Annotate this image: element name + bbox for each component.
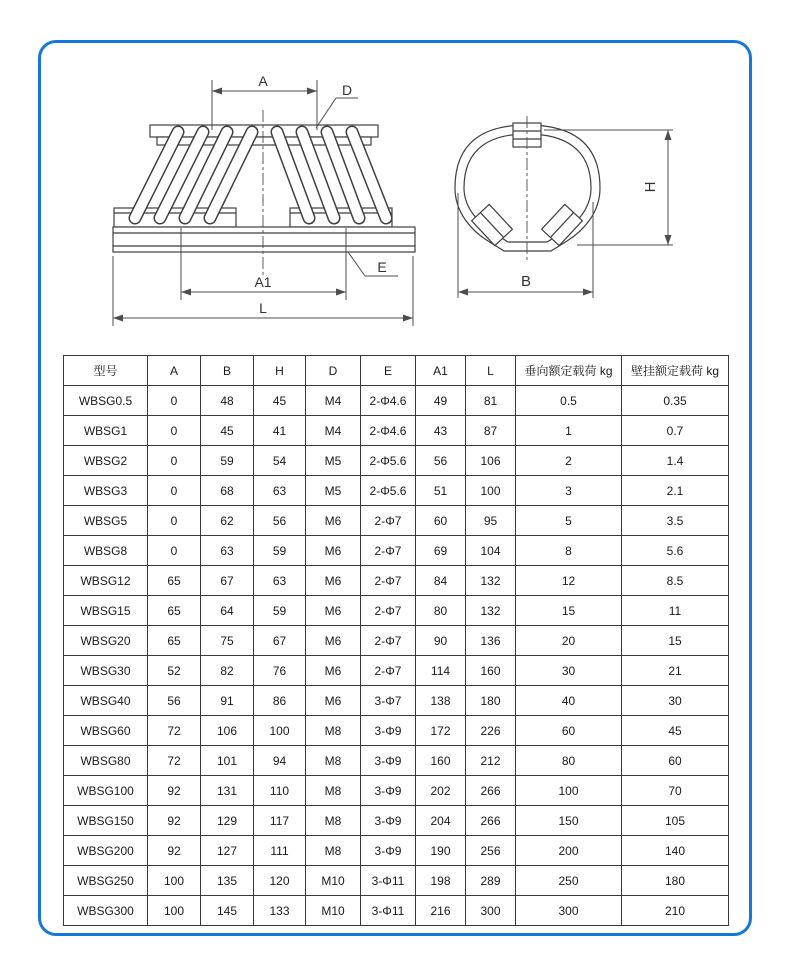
blue-rounded-frame bbox=[38, 40, 752, 936]
table-cell: 180 bbox=[622, 866, 729, 896]
table-cell: 40 bbox=[516, 686, 622, 716]
spec-table-body bbox=[64, 386, 729, 926]
table-row bbox=[64, 386, 729, 416]
table-cell: 59 bbox=[254, 536, 306, 566]
label-A1: A1 bbox=[254, 274, 272, 290]
table-cell: 145 bbox=[201, 896, 254, 926]
table-cell: 204 bbox=[416, 806, 466, 836]
table-header-cell: B bbox=[201, 356, 254, 386]
table-cell: 172 bbox=[416, 716, 466, 746]
table-row bbox=[64, 806, 729, 836]
table-row bbox=[64, 506, 729, 536]
table-row bbox=[64, 776, 729, 806]
table-cell: 3-Φ9 bbox=[361, 716, 416, 746]
table-cell: 0 bbox=[148, 416, 201, 446]
table-cell: 2-Φ7 bbox=[361, 536, 416, 566]
table-cell: M6 bbox=[306, 566, 361, 596]
table-cell: 111 bbox=[254, 836, 306, 866]
table-cell: WBSG20 bbox=[64, 626, 148, 656]
table-cell: 136 bbox=[466, 626, 516, 656]
table-cell: 56 bbox=[254, 506, 306, 536]
table-cell: 80 bbox=[516, 746, 622, 776]
table-cell: 2-Φ7 bbox=[361, 656, 416, 686]
table-cell: 3 bbox=[516, 476, 622, 506]
table-cell: 0 bbox=[148, 476, 201, 506]
table-cell: 100 bbox=[254, 716, 306, 746]
table-header-cell: 型号 bbox=[64, 356, 148, 386]
table-cell: 92 bbox=[148, 806, 201, 836]
table-row bbox=[64, 746, 729, 776]
table-cell: 45 bbox=[201, 416, 254, 446]
table-cell: M8 bbox=[306, 836, 361, 866]
table-cell: 0 bbox=[148, 386, 201, 416]
table-cell: 21 bbox=[622, 656, 729, 686]
table-cell: WBSG200 bbox=[64, 836, 148, 866]
table-cell: 60 bbox=[416, 506, 466, 536]
table-header-cell: A bbox=[148, 356, 201, 386]
table-row bbox=[64, 416, 729, 446]
table-header-cell: 垂向额定载荷 kg bbox=[516, 356, 622, 386]
table-cell: WBSG40 bbox=[64, 686, 148, 716]
table-row bbox=[64, 656, 729, 686]
table-cell: WBSG80 bbox=[64, 746, 148, 776]
table-cell: M6 bbox=[306, 536, 361, 566]
table-cell: 1.4 bbox=[622, 446, 729, 476]
table-cell: 72 bbox=[148, 746, 201, 776]
table-cell: 127 bbox=[201, 836, 254, 866]
label-A: A bbox=[258, 73, 268, 89]
table-cell: 69 bbox=[416, 536, 466, 566]
table-cell: 72 bbox=[148, 716, 201, 746]
table-cell: M6 bbox=[306, 686, 361, 716]
table-cell: 2-Φ7 bbox=[361, 506, 416, 536]
table-cell: 60 bbox=[622, 746, 729, 776]
table-row bbox=[64, 566, 729, 596]
table-cell: 132 bbox=[466, 566, 516, 596]
table-cell: 1 bbox=[516, 416, 622, 446]
table-cell: 0 bbox=[148, 536, 201, 566]
table-header-cell: E bbox=[361, 356, 416, 386]
table-cell: 75 bbox=[201, 626, 254, 656]
table-cell: 0.35 bbox=[622, 386, 729, 416]
table-cell: 135 bbox=[201, 866, 254, 896]
table-cell: 110 bbox=[254, 776, 306, 806]
table-header-cell: 壁挂额定载荷 kg bbox=[622, 356, 729, 386]
table-cell: 5.6 bbox=[622, 536, 729, 566]
table-cell: 86 bbox=[254, 686, 306, 716]
table-cell: 62 bbox=[201, 506, 254, 536]
leader-E bbox=[348, 252, 398, 276]
table-header-cell: L bbox=[466, 356, 516, 386]
table-cell: WBSG0.5 bbox=[64, 386, 148, 416]
table-cell: WBSG300 bbox=[64, 896, 148, 926]
table-cell: 100 bbox=[516, 776, 622, 806]
spec-table bbox=[63, 355, 729, 926]
table-cell: M4 bbox=[306, 386, 361, 416]
table-cell: M10 bbox=[306, 896, 361, 926]
table-cell: WBSG8 bbox=[64, 536, 148, 566]
table-cell: 3-Φ9 bbox=[361, 836, 416, 866]
table-cell: 8 bbox=[516, 536, 622, 566]
table-cell: 48 bbox=[201, 386, 254, 416]
base-plate bbox=[113, 227, 415, 252]
table-cell: 256 bbox=[466, 836, 516, 866]
table-cell: 90 bbox=[416, 626, 466, 656]
table-cell: 300 bbox=[466, 896, 516, 926]
table-cell: 45 bbox=[622, 716, 729, 746]
table-cell: 95 bbox=[466, 506, 516, 536]
label-L: L bbox=[259, 300, 267, 316]
table-cell: 138 bbox=[416, 686, 466, 716]
table-cell: 15 bbox=[622, 626, 729, 656]
table-cell: 2.1 bbox=[622, 476, 729, 506]
table-cell: 56 bbox=[416, 446, 466, 476]
table-cell: 51 bbox=[416, 476, 466, 506]
table-cell: 3-Φ9 bbox=[361, 806, 416, 836]
table-cell: 120 bbox=[254, 866, 306, 896]
table-row bbox=[64, 896, 729, 926]
table-cell: 210 bbox=[622, 896, 729, 926]
table-cell: 140 bbox=[622, 836, 729, 866]
table-cell: 3-Φ7 bbox=[361, 686, 416, 716]
table-header-cell: H bbox=[254, 356, 306, 386]
table-cell: 114 bbox=[416, 656, 466, 686]
table-cell: 289 bbox=[466, 866, 516, 896]
table-cell: 0 bbox=[148, 446, 201, 476]
table-cell: 266 bbox=[466, 806, 516, 836]
table-cell: 200 bbox=[516, 836, 622, 866]
table-cell: WBSG150 bbox=[64, 806, 148, 836]
table-cell: 56 bbox=[148, 686, 201, 716]
table-cell: 92 bbox=[148, 836, 201, 866]
table-cell: 2-Φ7 bbox=[361, 566, 416, 596]
table-cell: 30 bbox=[516, 656, 622, 686]
table-cell: 63 bbox=[254, 476, 306, 506]
table-cell: 0.7 bbox=[622, 416, 729, 446]
table-cell: 70 bbox=[622, 776, 729, 806]
spec-table-wrap bbox=[63, 355, 729, 926]
table-cell: 82 bbox=[201, 656, 254, 686]
table-cell: 68 bbox=[201, 476, 254, 506]
table-cell: 3-Φ11 bbox=[361, 896, 416, 926]
table-cell: 81 bbox=[466, 386, 516, 416]
table-header-cell: A1 bbox=[416, 356, 466, 386]
table-cell: M8 bbox=[306, 716, 361, 746]
table-cell: WBSG60 bbox=[64, 716, 148, 746]
table-cell: 12 bbox=[516, 566, 622, 596]
side-view-drawing bbox=[100, 60, 430, 340]
table-cell: M8 bbox=[306, 806, 361, 836]
table-cell: M6 bbox=[306, 506, 361, 536]
table-cell: 60 bbox=[516, 716, 622, 746]
table-row bbox=[64, 686, 729, 716]
table-cell: 131 bbox=[201, 776, 254, 806]
table-row bbox=[64, 476, 729, 506]
table-cell: 212 bbox=[466, 746, 516, 776]
table-cell: 160 bbox=[416, 746, 466, 776]
table-cell: 300 bbox=[516, 896, 622, 926]
table-cell: 3.5 bbox=[622, 506, 729, 536]
table-cell: 101 bbox=[201, 746, 254, 776]
table-cell: 65 bbox=[148, 626, 201, 656]
table-cell: 91 bbox=[201, 686, 254, 716]
table-cell: WBSG30 bbox=[64, 656, 148, 686]
table-cell: 84 bbox=[416, 566, 466, 596]
bottom-left-clamp bbox=[472, 204, 513, 245]
table-cell: WBSG100 bbox=[64, 776, 148, 806]
table-cell: 54 bbox=[254, 446, 306, 476]
table-cell: WBSG12 bbox=[64, 566, 148, 596]
table-cell: 150 bbox=[516, 806, 622, 836]
table-cell: 67 bbox=[201, 566, 254, 596]
table-row bbox=[64, 626, 729, 656]
table-cell: 2-Φ4.6 bbox=[361, 386, 416, 416]
table-cell: 2-Φ7 bbox=[361, 626, 416, 656]
table-cell: 45 bbox=[254, 386, 306, 416]
table-cell: 133 bbox=[254, 896, 306, 926]
table-cell: 3-Φ9 bbox=[361, 746, 416, 776]
table-cell: M6 bbox=[306, 656, 361, 686]
label-E: E bbox=[377, 259, 387, 275]
table-cell: 226 bbox=[466, 716, 516, 746]
table-cell: 63 bbox=[201, 536, 254, 566]
table-header-row bbox=[64, 356, 729, 386]
table-cell: M6 bbox=[306, 596, 361, 626]
table-cell: 2-Φ7 bbox=[361, 596, 416, 626]
table-cell: 43 bbox=[416, 416, 466, 446]
table-cell: 63 bbox=[254, 566, 306, 596]
table-row bbox=[64, 596, 729, 626]
table-cell: 202 bbox=[416, 776, 466, 806]
table-cell: 64 bbox=[201, 596, 254, 626]
table-cell: 49 bbox=[416, 386, 466, 416]
table-cell: 65 bbox=[148, 596, 201, 626]
table-row bbox=[64, 836, 729, 866]
table-row bbox=[64, 446, 729, 476]
bottom-right-clamp bbox=[542, 204, 583, 245]
dimension-B bbox=[458, 193, 593, 298]
table-cell: 266 bbox=[466, 776, 516, 806]
top-plate bbox=[150, 125, 378, 145]
leader-D bbox=[316, 82, 358, 128]
table-cell: 2 bbox=[516, 446, 622, 476]
table-cell: 3-Φ9 bbox=[361, 776, 416, 806]
label-B: B bbox=[520, 273, 532, 290]
table-cell: 190 bbox=[416, 836, 466, 866]
table-cell: 106 bbox=[201, 716, 254, 746]
table-cell: WBSG5 bbox=[64, 506, 148, 536]
table-cell: 0 bbox=[148, 506, 201, 536]
table-cell: 59 bbox=[201, 446, 254, 476]
table-cell: WBSG3 bbox=[64, 476, 148, 506]
table-cell: 100 bbox=[466, 476, 516, 506]
table-cell: 105 bbox=[622, 806, 729, 836]
table-cell: 160 bbox=[466, 656, 516, 686]
table-row bbox=[64, 716, 729, 746]
table-cell: 52 bbox=[148, 656, 201, 686]
table-cell: 11 bbox=[622, 596, 729, 626]
table-cell: 20 bbox=[516, 626, 622, 656]
table-cell: 106 bbox=[466, 446, 516, 476]
table-cell: 15 bbox=[516, 596, 622, 626]
table-cell: 2-Φ5.6 bbox=[361, 446, 416, 476]
table-cell: WBSG15 bbox=[64, 596, 148, 626]
table-cell: 92 bbox=[148, 776, 201, 806]
table-cell: 76 bbox=[254, 656, 306, 686]
table-cell: 100 bbox=[148, 866, 201, 896]
table-cell: 180 bbox=[466, 686, 516, 716]
table-cell: 198 bbox=[416, 866, 466, 896]
table-cell: M10 bbox=[306, 866, 361, 896]
table-cell: WBSG1 bbox=[64, 416, 148, 446]
table-row bbox=[64, 866, 729, 896]
dimension-A bbox=[212, 73, 317, 130]
label-H: H bbox=[642, 181, 659, 193]
table-cell: M5 bbox=[306, 476, 361, 506]
table-cell: 2-Φ4.6 bbox=[361, 416, 416, 446]
table-cell: 30 bbox=[622, 686, 729, 716]
table-cell: WBSG2 bbox=[64, 446, 148, 476]
table-header-cell: D bbox=[306, 356, 361, 386]
table-cell: 67 bbox=[254, 626, 306, 656]
table-cell: 0.5 bbox=[516, 386, 622, 416]
table-cell: 65 bbox=[148, 566, 201, 596]
table-cell: 132 bbox=[466, 596, 516, 626]
table-cell: 5 bbox=[516, 506, 622, 536]
table-cell: 129 bbox=[201, 806, 254, 836]
table-cell: 80 bbox=[416, 596, 466, 626]
table-cell: M4 bbox=[306, 416, 361, 446]
table-cell: M8 bbox=[306, 776, 361, 806]
table-cell: 117 bbox=[254, 806, 306, 836]
table-cell: M5 bbox=[306, 446, 361, 476]
table-cell: 100 bbox=[148, 896, 201, 926]
table-cell: WBSG250 bbox=[64, 866, 148, 896]
table-cell: 87 bbox=[466, 416, 516, 446]
table-cell: 3-Φ11 bbox=[361, 866, 416, 896]
table-cell: 59 bbox=[254, 596, 306, 626]
table-row bbox=[64, 536, 729, 566]
table-cell: 216 bbox=[416, 896, 466, 926]
table-cell: 104 bbox=[466, 536, 516, 566]
table-cell: 2-Φ5.6 bbox=[361, 476, 416, 506]
table-cell: 250 bbox=[516, 866, 622, 896]
table-cell: M8 bbox=[306, 746, 361, 776]
table-cell: 41 bbox=[254, 416, 306, 446]
table-cell: 94 bbox=[254, 746, 306, 776]
table-cell: 8.5 bbox=[622, 566, 729, 596]
end-view-drawing bbox=[430, 90, 710, 320]
label-D: D bbox=[341, 82, 353, 98]
table-cell: M6 bbox=[306, 626, 361, 656]
